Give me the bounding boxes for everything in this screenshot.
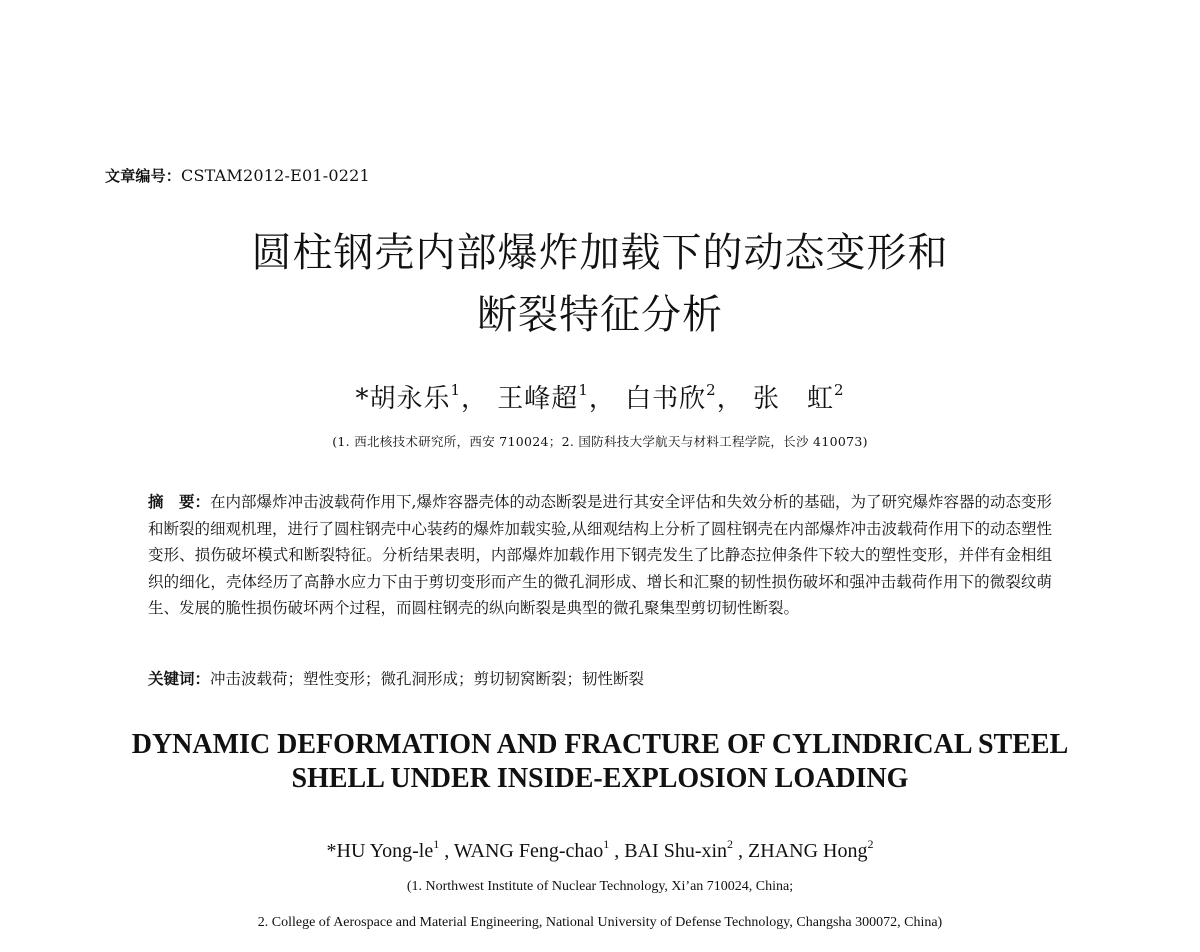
en-author-mark: * xyxy=(326,840,337,862)
abstract-text: 在内部爆炸冲击波载荷作用下,爆炸容器壳体的动态断裂是进行其安全评估和失效分析的基础，为了研究爆炸容器的动态变形和断裂的细观机理，进行了圆柱钢壳中心装药的爆炸加载实验,从细观结构上分析了圆柱钢壳在内部爆炸冲击波载荷作用下的动态塑性变形、损伤破坏模式和断裂特征。分析结果表明，内部爆炸加载作用下钢壳发生了比静态拉伸条件下较大的塑性变形，并伴有金相组织的细化，壳体经历了高静水应力下由于剪切变形而产生的微孔洞形成、增长和汇聚的韧性损伤破坏和强冲击载荷作用下的微裂纹萌生、发展的脆性损伤破坏两个过程，而圆柱钢壳的纵向断裂是典型的微孔聚集型剪切韧性断裂。 xyxy=(148,493,1052,617)
en-author-affil-mark: 1 xyxy=(433,837,440,851)
en-author-name: WANG Feng-chao xyxy=(453,840,604,862)
en-author-affil-mark: 2 xyxy=(867,837,874,851)
abstract xyxy=(148,489,1052,622)
cn-author-name: 王峰超 xyxy=(497,384,579,414)
article-number xyxy=(105,165,370,186)
cn-author-name: 张 虹 xyxy=(752,384,834,414)
cn-author-affil-mark: 1 xyxy=(450,381,462,399)
chinese-title xyxy=(0,222,1200,346)
chinese-title-line-1: 圆柱钢壳内部爆炸加载下的动态变形和 xyxy=(251,230,949,276)
chinese-title-line-2: 断裂特征分析 xyxy=(477,292,723,338)
keywords xyxy=(148,667,1052,689)
en-author-separator: , xyxy=(733,840,749,862)
chinese-authors xyxy=(0,378,1200,415)
english-title-line-2: SHELL UNDER INSIDE-EXPLOSION LOADING xyxy=(291,763,909,794)
english-title xyxy=(0,728,1200,796)
chinese-affiliation: (1. 西北核技术研究所，西安 710024；2. 国防科技大学航天与材料工程学院，长沙 410073) xyxy=(332,434,868,449)
en-author-name: HU Yong-le xyxy=(336,840,434,862)
article-number-value: CSTAM2012-E01-0221 xyxy=(181,166,370,185)
en-author-name: ZHANG Hong xyxy=(748,840,868,862)
english-title-line-1: DYNAMIC DEFORMATION AND FRACTURE OF CYLINDRICAL STEEL xyxy=(131,729,1069,760)
cn-author-separator: ， xyxy=(716,384,744,414)
keywords-text: 冲击波载荷；塑性变形；微孔洞形成；剪切韧窝断裂；韧性断裂 xyxy=(210,670,645,688)
english-authors xyxy=(0,837,1200,863)
cn-author-affil-mark: 2 xyxy=(834,381,845,399)
en-author-affil-mark: 1 xyxy=(603,837,610,851)
cn-author-separator: ， xyxy=(461,384,489,414)
english-affiliation-1: (1. Northwest Institute of Nuclear Technology, Xi’an 710024, China; xyxy=(406,879,794,894)
cn-author-name: 白书欣 xyxy=(625,384,707,414)
cn-author-affil-mark: 1 xyxy=(578,381,589,399)
cn-author-name: *胡永乐 xyxy=(355,384,451,414)
en-author-separator: , xyxy=(439,840,454,862)
cn-author-affil-mark: 2 xyxy=(706,381,717,399)
cn-author-separator: ， xyxy=(588,384,616,414)
en-author-name: BAI Shu-xin xyxy=(624,840,728,862)
english-affiliation-2: 2. College of Aerospace and Material Engineering, National University of Defense Technology, Changsha 300072, China) xyxy=(257,915,943,930)
keywords-label: 关键词： xyxy=(148,670,211,688)
en-author-separator: , xyxy=(609,840,625,862)
en-author-affil-mark: 2 xyxy=(727,837,734,851)
abstract-label: 摘 要： xyxy=(148,493,211,511)
article-number-label: 文章编号： xyxy=(105,167,182,185)
